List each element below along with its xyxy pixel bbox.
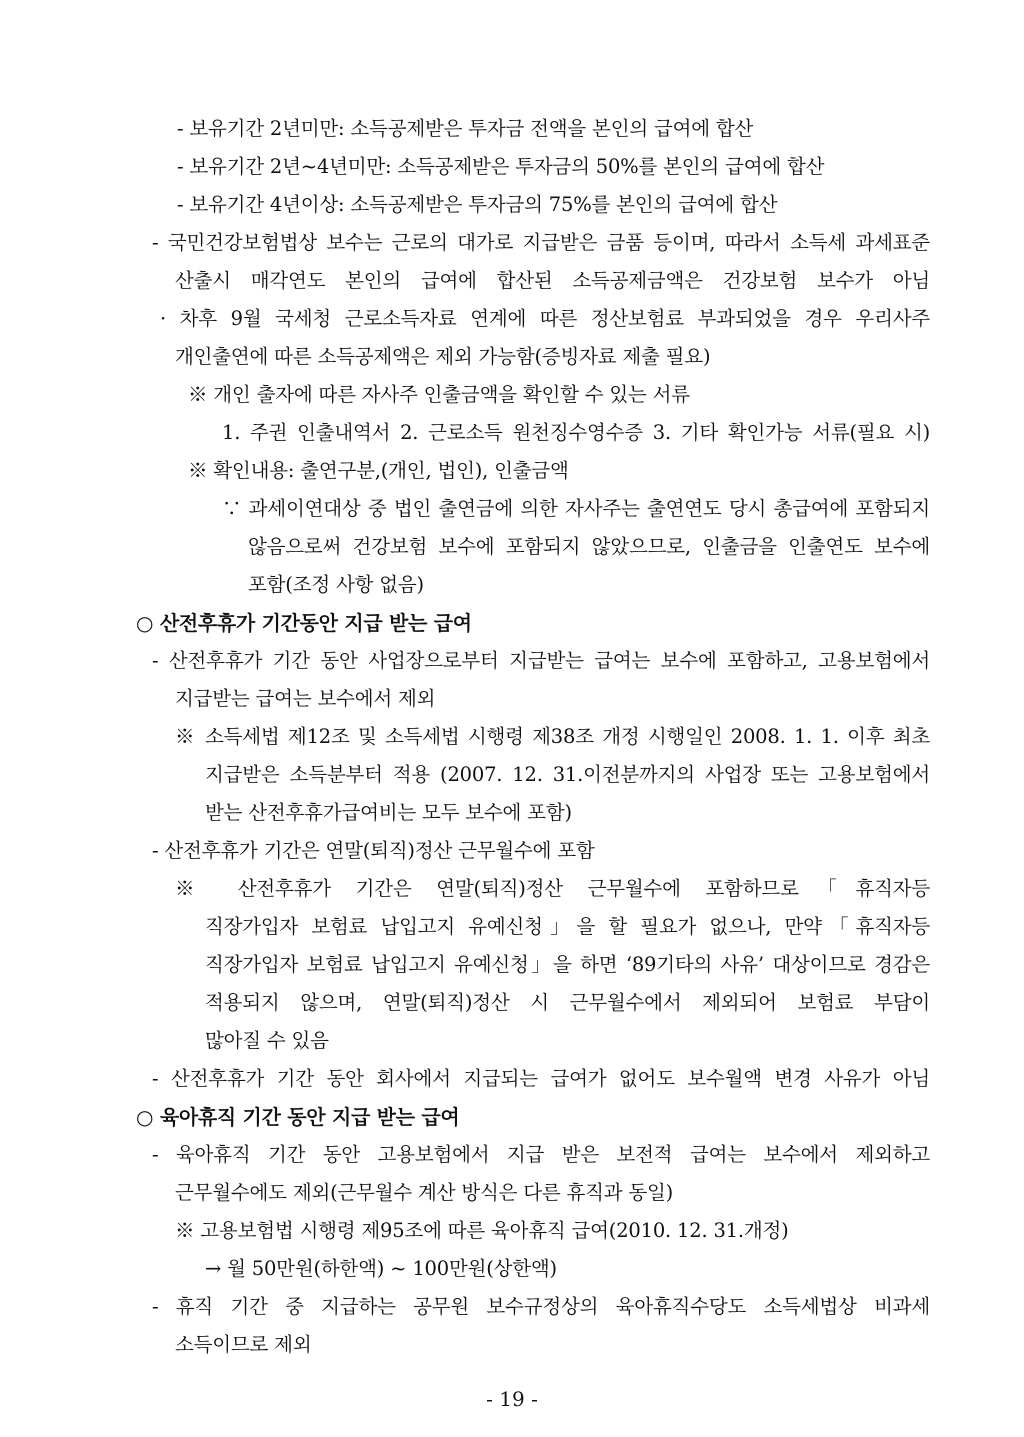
documents-note: ※ 개인 출자에 따른 자사주 인출금액을 확인할 수 있는 서류 (188, 383, 690, 406)
health-insurance-remuneration-note: - 국민건강보험법상 보수는 근로의 대가로 지급받은 금품 등이며, 따라서 소득세 과세표준 (152, 231, 930, 254)
childcare-pay-note: - 육아휴직 기간 동안 고용보험에서 지급 받은 보전적 급여는 보수에서 제외하고 (152, 1143, 930, 1166)
childcare-pay-note-cont: 근무월수에도 제외(근무월수 계산 방식은 다른 휴직과 동일) (175, 1181, 674, 1204)
civil-servant-allowance-note: - 휴직 기간 중 지급하는 공무원 보수규정상의 육아휴직수당도 소득세법상 비과세 (152, 1295, 930, 1318)
holding-period-over-4-years: - 보유기간 4년이상: 소득공제받은 투자금의 75%를 본인의 급여에 합산 (177, 193, 778, 216)
documents-list: 1. 주권 인출내역서 2. 근로소득 원천징수영수증 3. 기타 확인가능 서류(필요 시) (222, 421, 930, 444)
deferment-request-note-cont1: 직장가입자 보험료 납입고지 유예신청」을 할 필요가 없으나, 만약「휴직자등 (205, 915, 930, 938)
maternity-work-months-note: - 산전후휴가 기간은 연말(퇴직)정산 근무월수에 포함 (152, 839, 595, 862)
deferred-tax-note-cont2: 포함(조정 사항 없음) (248, 573, 424, 596)
childcare-pay-range: → 월 50만원(하한액) ~ 100만원(상한액) (205, 1257, 557, 1280)
section-heading-maternity-leave: ○ 산전후휴가 기간동안 지급 받는 급여 (136, 611, 472, 635)
deferment-request-note: ※ 산전후휴가 기간은 연말(퇴직)정산 근무월수에 포함하므로「휴직자등 (175, 877, 930, 900)
deferred-tax-note-cont1: 않음으로써 건강보험 보수에 포함되지 않았으므로, 인출금을 인출연도 보수에 (248, 535, 930, 558)
page-number: - 19 - (486, 1387, 538, 1411)
deferment-request-note-cont3: 적용되지 않으며, 연말(퇴직)정산 시 근무월수에서 제외되어 보험료 부담이 (205, 991, 930, 1014)
maternity-pay-note-cont: 지급받는 급여는 보수에서 제외 (175, 687, 436, 710)
income-tax-law-note-cont1: 지급받은 소득분부터 적용 (2007. 12. 31.이전분까지의 사업장 또는 고용보험에서 (205, 763, 930, 786)
deferment-request-note-cont4: 많아질 수 있음 (205, 1029, 329, 1052)
deferred-tax-note: ∵ 과세이연대상 중 법인 출연금에 의한 자사주는 출연연도 당시 총급여에 포함되지 (222, 497, 930, 520)
holding-period-2-to-4-years: - 보유기간 2년~4년미만: 소득공제받은 투자금의 50%를 본인의 급여에 합산 (177, 155, 825, 178)
deferment-request-note-cont2: 직장가입자 보험료 납입고지 유예신청」을 하면 ‘89기타의 사유’ 대상이므로 경감은 (205, 953, 930, 976)
employment-insurance-note: ※ 고용보험법 시행령 제95조에 따른 육아휴직 급여(2010. 12. 31.개정) (175, 1219, 789, 1242)
holding-period-under-2-years: - 보유기간 2년미만: 소득공제받은 투자금 전액을 본인의 급여에 합산 (177, 117, 754, 140)
civil-servant-allowance-note-cont: 소득이므로 제외 (175, 1333, 312, 1356)
maternity-pay-note: - 산전후휴가 기간 동안 사업장으로부터 지급받는 급여는 보수에 포함하고, 고용보험에서 (152, 649, 930, 672)
check-contents-note: ※ 확인내용: 출연구분,(개인, 법인), 인출금액 (188, 459, 569, 482)
settlement-premium-note-cont: 개인출연에 따른 소득공제액은 제외 가능함(증빙자료 제출 필요) (175, 345, 711, 368)
income-tax-law-note: ※ 소득세법 제12조 및 소득세법 시행령 제38조 개정 시행일인 2008. 1. 1. 이후 최초 (175, 725, 930, 748)
settlement-premium-note: · 차후 9월 국세청 근로소득자료 연계에 따른 정산보험료 부과되었을 경우 우리사주 (160, 307, 930, 330)
health-insurance-remuneration-note-cont: 산출시 매각연도 본인의 급여에 합산된 소득공제금액은 건강보험 보수가 아님 (175, 269, 930, 292)
income-tax-law-note-cont2: 받는 산전후휴가급여비는 모두 보수에 포함) (205, 801, 572, 824)
no-pay-change-note: - 산전후휴가 기간 동안 회사에서 지급되는 급여가 없어도 보수월액 변경 사유가 아님 (152, 1067, 930, 1090)
section-heading-childcare-leave: ○ 육아휴직 기간 동안 지급 받는 급여 (136, 1105, 460, 1129)
